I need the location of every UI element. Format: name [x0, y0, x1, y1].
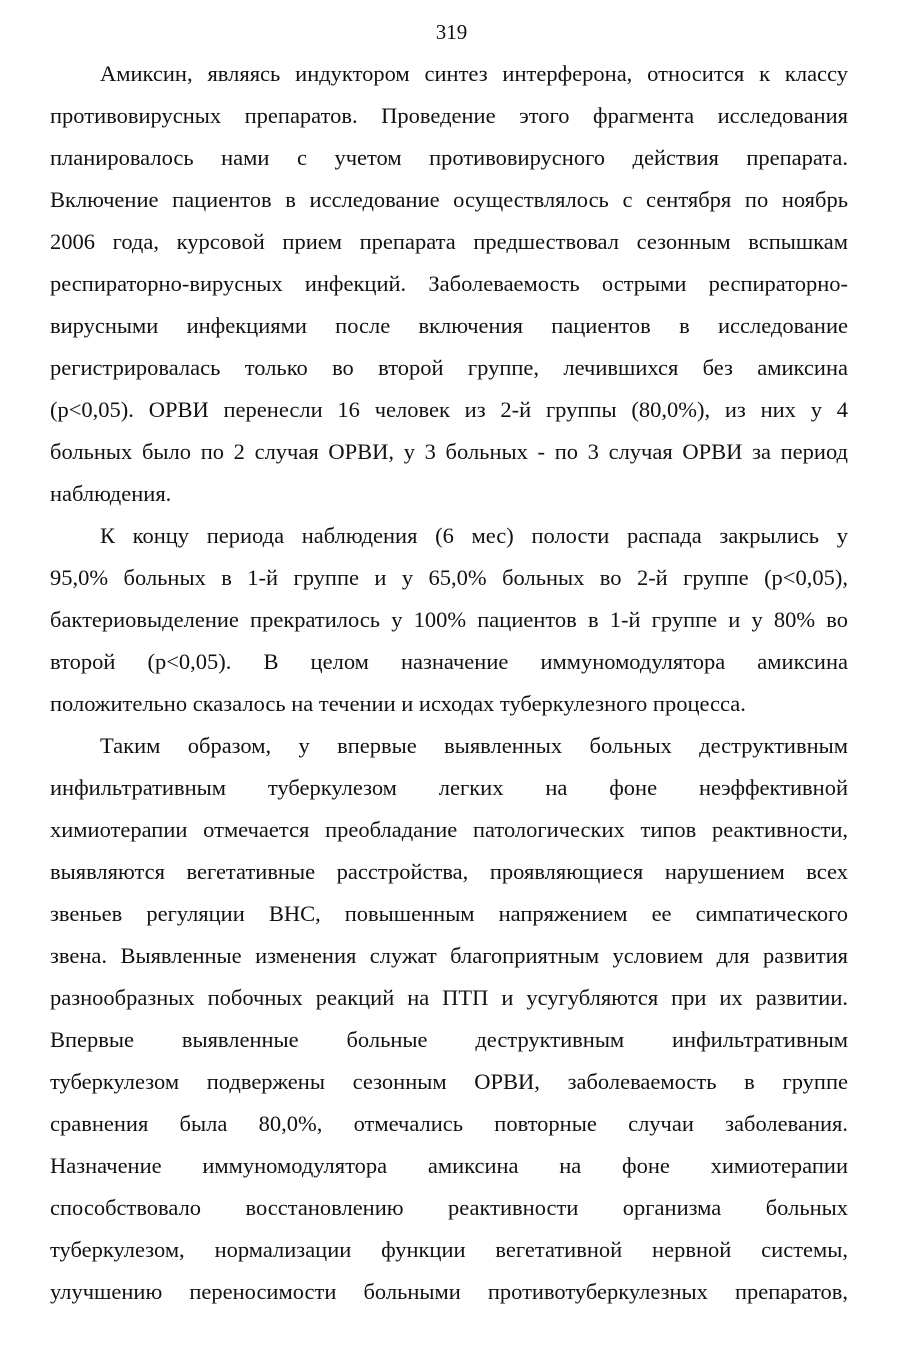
- text-line: выявляются вегетативные расстройства, проявляющиеся нарушением всех: [50, 859, 848, 884]
- text-line: планировалось нами с учетом противовирусного действия препарата.: [50, 145, 848, 170]
- text-line: больных было по 2 случая ОРВИ, у 3 больных - по 3 случая ОРВИ за период: [50, 439, 848, 464]
- text-line: Включение пациентов в исследование осуществлялось с сентября по ноябрь: [50, 187, 848, 212]
- text-line: Амиксин, являясь индуктором синтез интерферона, относится к классу: [100, 61, 848, 86]
- text-line: туберкулезом, нормализации функции вегетативной нервной системы,: [50, 1237, 848, 1262]
- text-line: регистрировалась только во второй группе, лечившихся без амиксина: [50, 355, 848, 380]
- text-line: бактериовыделение прекратилось у 100% пациентов в 1-й группе и у 80% во: [50, 607, 848, 632]
- text-line: 95,0% больных в 1-й группе и у 65,0% больных во 2-й группе (p<0,05),: [50, 565, 848, 590]
- text-line: улучшению переносимости больными противотуберкулезных препаратов,: [50, 1279, 848, 1304]
- text-line: положительно сказалось на течении и исходах туберкулезного процесса.: [50, 691, 746, 716]
- text-line: сравнения была 80,0%, отмечались повторные случаи заболевания.: [50, 1111, 848, 1136]
- text-line: наблюдения.: [50, 481, 172, 506]
- text-line: (p<0,05). ОРВИ перенесли 16 человек из 2-й группы (80,0%), из них у 4: [50, 397, 848, 422]
- text-line: К концу периода наблюдения (6 мес) полости распада закрылись у: [100, 523, 848, 548]
- text-line: респираторно-вирусных инфекций. Заболеваемость острыми респираторно-: [50, 271, 848, 296]
- text-line: разнообразных побочных реакций на ПТП и усугубляются при их развитии.: [50, 985, 848, 1010]
- text-line: второй (p<0,05). В целом назначение иммуномодулятора амиксина: [50, 649, 848, 674]
- text-line: химиотерапии отмечается преобладание патологических типов реактивности,: [50, 817, 848, 842]
- text-line: Назначение иммуномодулятора амиксина на фоне химиотерапии: [50, 1153, 848, 1178]
- text-line: звеньев регуляции ВНС, повышенным напряжением ее симпатического: [50, 901, 848, 926]
- text-line: способствовало восстановлению реактивности организма больных: [50, 1195, 848, 1220]
- text-line: вирусными инфекциями после включения пациентов в исследование: [50, 313, 848, 338]
- text-line: туберкулезом подвержены сезонным ОРВИ, заболеваемость в группе: [50, 1069, 848, 1094]
- page-number: 319: [435, 20, 468, 44]
- text-line: инфильтративным туберкулезом легких на фоне неэффективной: [50, 775, 848, 800]
- text-line: Впервые выявленные больные деструктивным инфильтративным: [50, 1027, 848, 1052]
- text-line: противовирусных препаратов. Проведение этого фрагмента исследования: [50, 103, 848, 128]
- text-line: звена. Выявленные изменения служат благоприятным условием для развития: [50, 943, 848, 968]
- text-line: 2006 года, курсовой прием препарата предшествовал сезонным вспышкам: [50, 229, 848, 254]
- text-line: Таким образом, у впервые выявленных больных деструктивным: [100, 733, 848, 758]
